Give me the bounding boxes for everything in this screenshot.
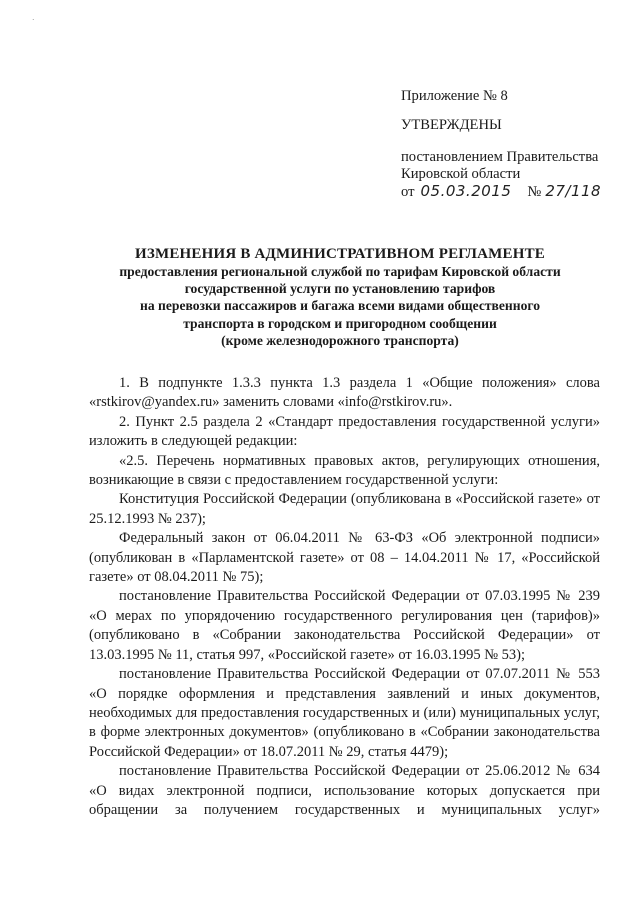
paragraph: Федеральный закон от 06.04.2011 № 63-ФЗ «Об электронной подписи» (опубликован в «Парламентской газете» от 08 – 14.04.2011 № 17, «Российской газете» от 08.04.2011 № 75); — [89, 530, 600, 586]
title-line: (кроме железнодорожного транспорта) — [221, 332, 459, 348]
title-line: на перевозки пассажиров и багажа всеми видами общественного — [139, 298, 541, 314]
scan-mark: . — [32, 12, 35, 22]
decree-line-1: постановлением Правительства — [401, 149, 599, 165]
document-title — [80, 245, 600, 349]
paragraph: 2. Пункт 2.5 раздела 2 «Стандарт предоставления государственной услуги» изложить в следующей редакции: — [89, 413, 600, 450]
decree-date-number — [401, 183, 621, 201]
paragraph: Конституция Российской Федерации (опубликована в «Российской газете» от 25.12.1993 № 237); — [89, 491, 600, 527]
document-body — [89, 374, 600, 820]
paragraph: постановление Правительства Российской Федерации от 25.06.2012 № 634 «О видах электронной подписи, использование которых допускается при обращении за получением государственных и муниципальных услуг» — [89, 763, 600, 818]
decree-line-2: Кировской области — [401, 166, 521, 182]
paragraph: 1. В подпункте 1.3.3 пункта 1.3 раздела 1 «Общие положения» слова «rstkirov@yandex.ru» заменить словами «info@rstkirov.ru». — [89, 375, 600, 411]
title-line: государственной услуги по установлению тарифов — [184, 281, 496, 297]
paragraph: постановление Правительства Российской Федерации от 07.07.2011 № 553 «О порядке оформления и представления заявлений и иных документов, необходимых для предоставления государственных и (или) муниципальных услуг, в форме электронных документов» (опубликовано в «Собрании законодательства Российской Федерации» от 18.07.2011 № 29, статья 4479); — [89, 666, 600, 760]
title-line: транспорта в городском и пригородном сообщении — [183, 315, 497, 331]
handwritten-date: 05.03.2015 — [420, 182, 512, 200]
title-line: предоставления региональной службой по тарифам Кировской области — [119, 264, 561, 279]
title-main: ИЗМЕНЕНИЯ В АДМИНИСТРАТИВНОМ РЕГЛАМЕНТЕ — [134, 246, 546, 262]
date-prefix: от — [401, 184, 415, 200]
approved-label: УТВЕРЖДЕНЫ — [401, 117, 502, 133]
appendix-label: Приложение № 8 — [401, 88, 508, 104]
handwritten-number: 27/118 — [545, 182, 602, 200]
approval-block — [401, 88, 621, 201]
number-label: № — [527, 184, 542, 200]
paragraph: «2.5. Перечень нормативных правовых актов, регулирующих отношения, возникающие в связи с предоставлением государственной услуги: — [89, 452, 600, 489]
paragraph: постановление Правительства Российской Федерации от 07.03.1995 № 239 «О мерах по упорядочению государственного регулирования цен (тарифов)» (опубликовано в «Собрании законодательства Российской Федерации» от 13.03.1995 № 11, статья 997, «Российской газете» от 16.03.1995 № 53); — [89, 588, 600, 663]
